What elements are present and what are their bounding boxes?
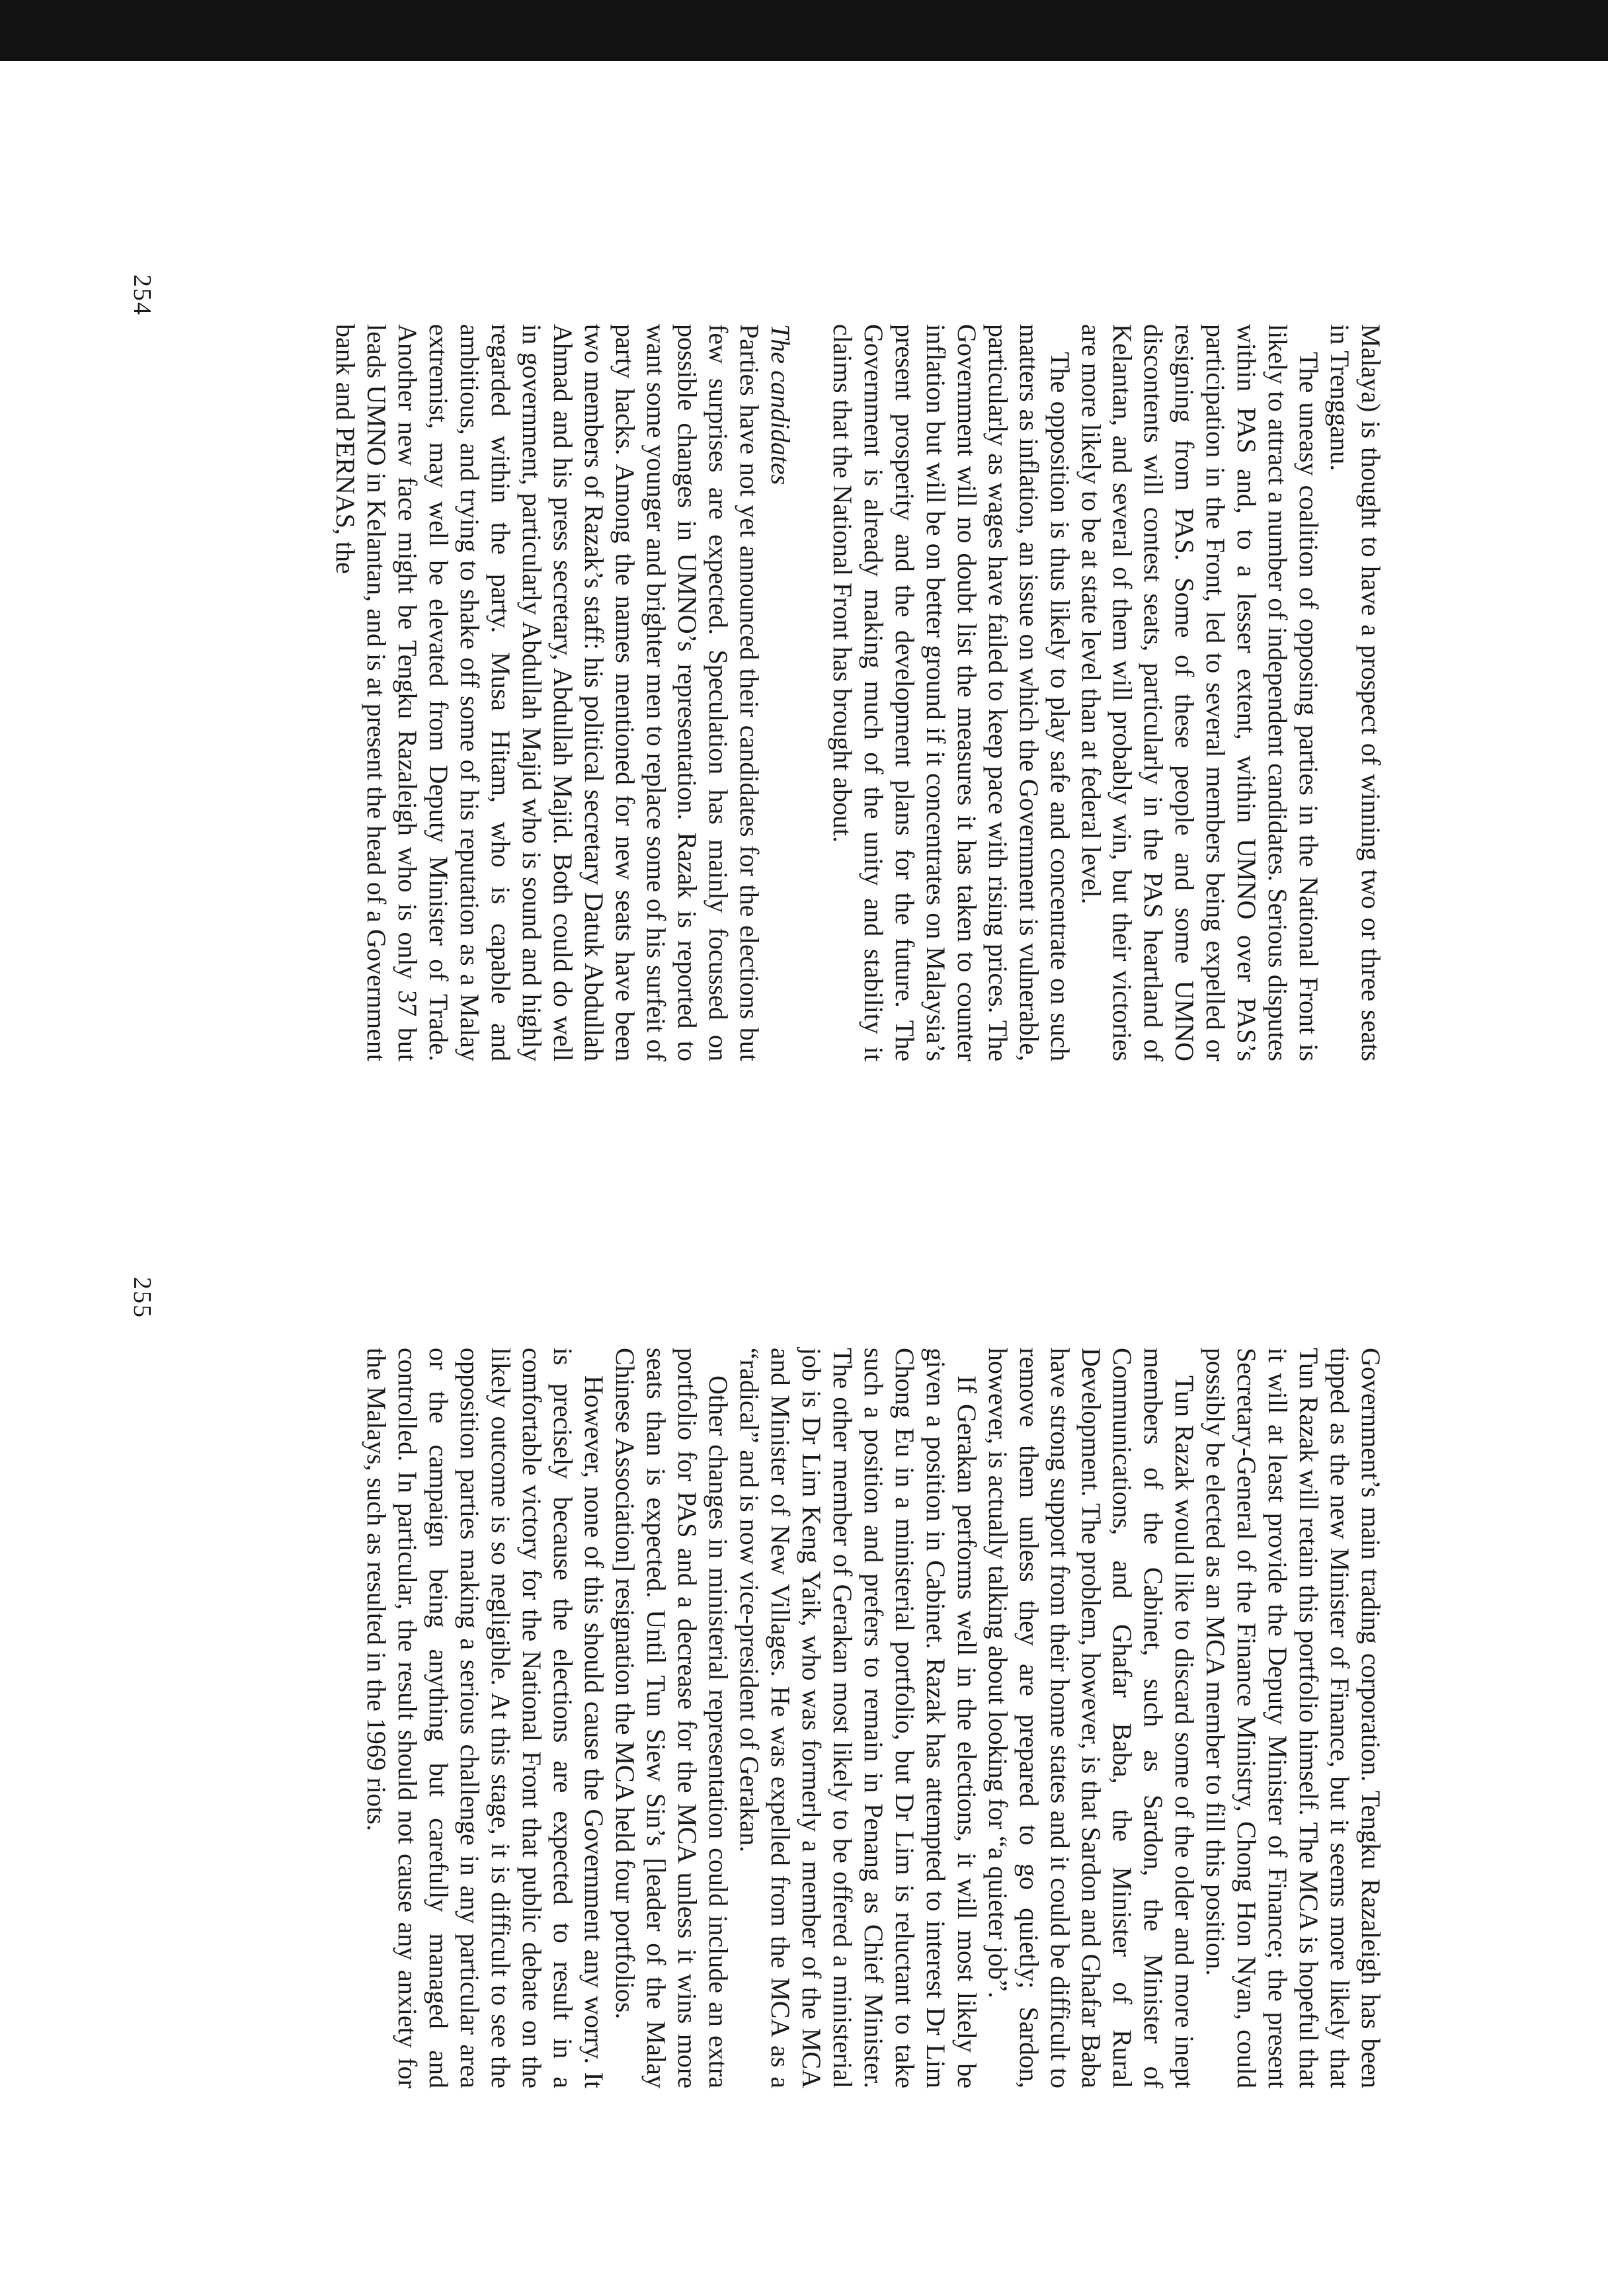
- left-paragraph-2: The uneasy coalition of opposing parties in the National Front is likely to attract a number of independent candidates. Serious disputes within PAS and, to a lesser extent, within UMNO over PAS’s participation in the Front, led to several members being expelled or resigning from PAS. Some of these people and some UMNO discontents will contest seats, particularly in the PAS heartland of Kelantan, and several of them will probably win, but their victories are more likely to be at state level than at federal level.: [1076, 324, 1324, 1061]
- page-number-right: 255: [128, 1277, 156, 1319]
- right-paragraph-5: However, none of this should cause the Government any worry. It is precisely because the elections are expected to result in a comfortable victory for the National Front that public debate on the likely outcome is so negligible. At this stage, it is difficult to see the opposition parties making a serious challenge in any particular area or the campaign being anything but carefully managed and controlled. In particular, the result should not cause any anxiety for the Malays, such as resulted in the 1969 riots.: [362, 1348, 609, 2088]
- right-paragraph-2: Tun Razak would like to discard some of the older and more inept members of the Cabinet, such as Sardon, the Minister of Communications, and Ghafar Baba, the Minister of Rural Development. The problem, however, is that Sardon and Ghafar Baba have strong support from their home states and it could be difficult to remove them unless they are prepared to go quietly; Sardon, however, is actually talking about looking for “a quieter job”.: [983, 1348, 1199, 2088]
- right-page: [0, 1148, 1608, 2296]
- left-paragraph-1: Malaya) is thought to have a prospect of winning two or three seats in Trengganu.: [1325, 324, 1386, 1061]
- left-paragraph-3: The opposition is thus likely to play safe and concentrate on such matters as inflation, an issue on which the Government is vulnerable, particularly as wages have failed to keep pace with rising prices. The Government will no doubt list the measures it has taken to counter inflation but will be on better ground if it concentrates on Malaysia’s present prosperity and the development plans for the future. The Government is already making much of the unity and stability it claims that the National Front has brought about.: [828, 324, 1075, 1061]
- section-heading: The candidates: [766, 324, 795, 485]
- right-paragraph-1: Government’s main trading corporation. Tengku Razaleigh has been tipped as the new Minister of Finance, but it seems more likely that Tun Razak will retain this portfolio himself. The MCA is hopeful that it will at least provide the Deputy Minister of Finance; the present Secretary-General of the Finance Ministry, Chong Hon Nyan, could possibly be elected as an MCA member to fill this position.: [1201, 1348, 1386, 2088]
- right-paragraph-4: Other changes in ministerial representation could include an extra portfolio for PAS and a decrease for the MCA unless it wins more seats than is expected. Until Tun Siew Sin’s [leader of the Malay Chinese Association] resignation the MCA held four portfolios.: [610, 1348, 733, 2088]
- left-page-text: [330, 324, 1387, 1061]
- right-page-text: [361, 1348, 1387, 2088]
- left-paragraph-4: Parties have not yet announced their candidates for the elections but few surprises are expected. Speculation has mainly focussed on possible changes in UMNO’s representation. Razak is reported to want some younger and brighter men to replace some of his surfeit of party hacks. Among the names mentioned for new seats have been two members of Razak’s staff: his political secretary Datuk Abdullah Ahmad and his press secretary, Abdullah Majid. Both could do well in government, particularly Abdullah Majid who is sound and highly regarded within the party. Musa Hitam, who is capable and ambitious, and trying to shake off some of his reputation as a Malay extremist, may well be elevated from Deputy Minister of Trade. Another new face might be Tengku Razaleigh who is only 37 but leads UMNO in Kelantan, and is at present the head of a Government bank and PERNAS, the: [331, 324, 764, 1061]
- page-number-left: 254: [128, 274, 156, 316]
- right-paragraph-3: If Gerakan performs well in the elections, it will most likely be given a position in Cabinet. Razak has attempted to interest Dr Lim Chong Eu in a ministerial portfolio, but Dr Lim is reluctant to take such a position and prefers to remain in Penang as Chief Minister. The other member of Gerakan most likely to be offered a ministerial job is Dr Lim Keng Yaik, who was formerly a member of the MCA and Minister of New Villages. He was expelled from the MCA as a “radical” and is now vice-president of Gerakan.: [735, 1348, 982, 2088]
